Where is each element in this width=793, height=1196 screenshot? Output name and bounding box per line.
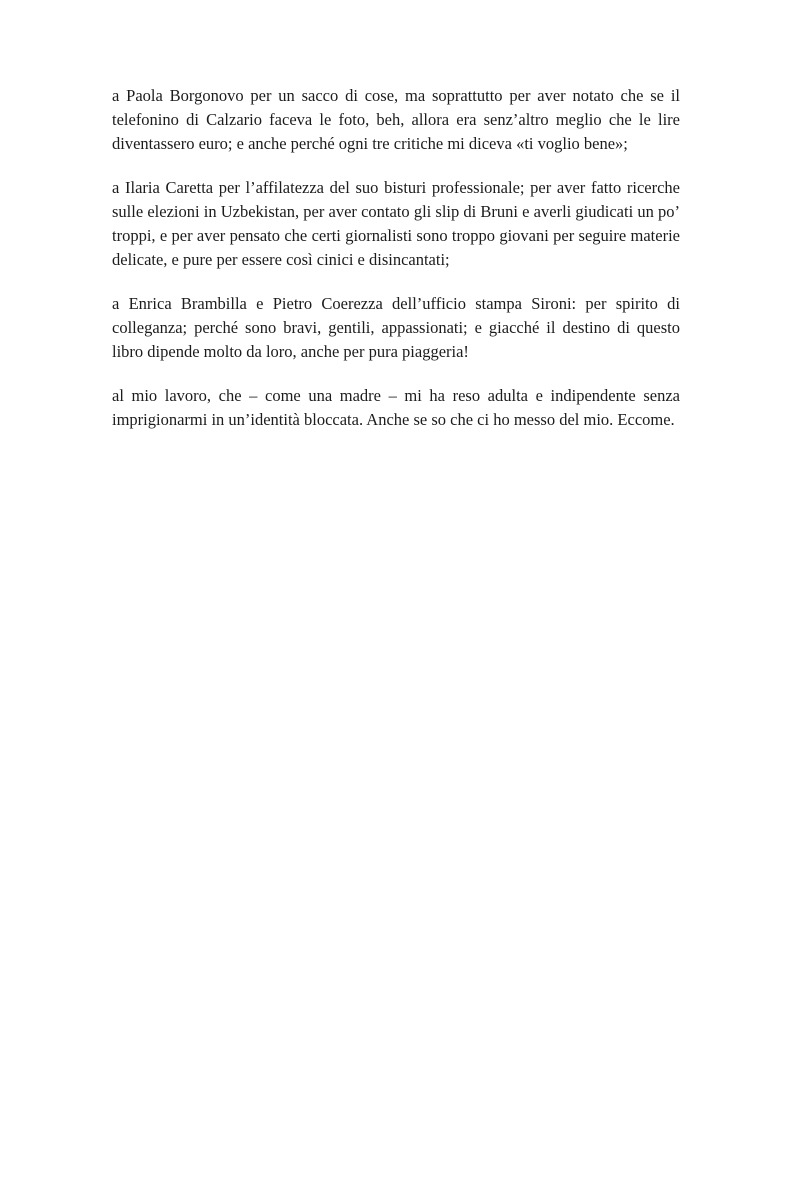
acknowledgments-text-block [112, 84, 680, 452]
paragraph-borgonovo: a Paola Borgonovo per un sacco di cose, ma soprattutto per aver notato che se il telefonino di Calzario faceva le foto, beh, allora era senz’altro meglio che le lire diventassero euro; e anche perché ogni tre critiche mi diceva «ti voglio bene»; [112, 86, 680, 153]
paragraph-caretta: a Ilaria Caretta per l’affilatezza del suo bisturi professionale; per aver fatto ricerche sulle elezioni in Uzbekistan, per aver contato gli slip di Bruni e averli giudicati un po’ troppi, e per aver pensato che certi giornalisti sono troppo giovani per seguire materie delicate, e pure per essere così cinici e disincantati; [112, 178, 680, 269]
paragraph-brambilla-coerezza: a Enrica Brambilla e Pietro Coerezza dell’ufficio stampa Sironi: per spirito di colleganza; perché sono bravi, gentili, appassionati; e giacché il destino di questo libro dipende molto da loro, anche per pura piaggeria! [112, 294, 680, 361]
paragraph-lavoro: al mio lavoro, che – come una madre – mi ha reso adulta e indipendente senza imprigionarmi in un’identità bloccata. Anche se so che ci ho messo del mio. Eccome. [112, 386, 680, 429]
